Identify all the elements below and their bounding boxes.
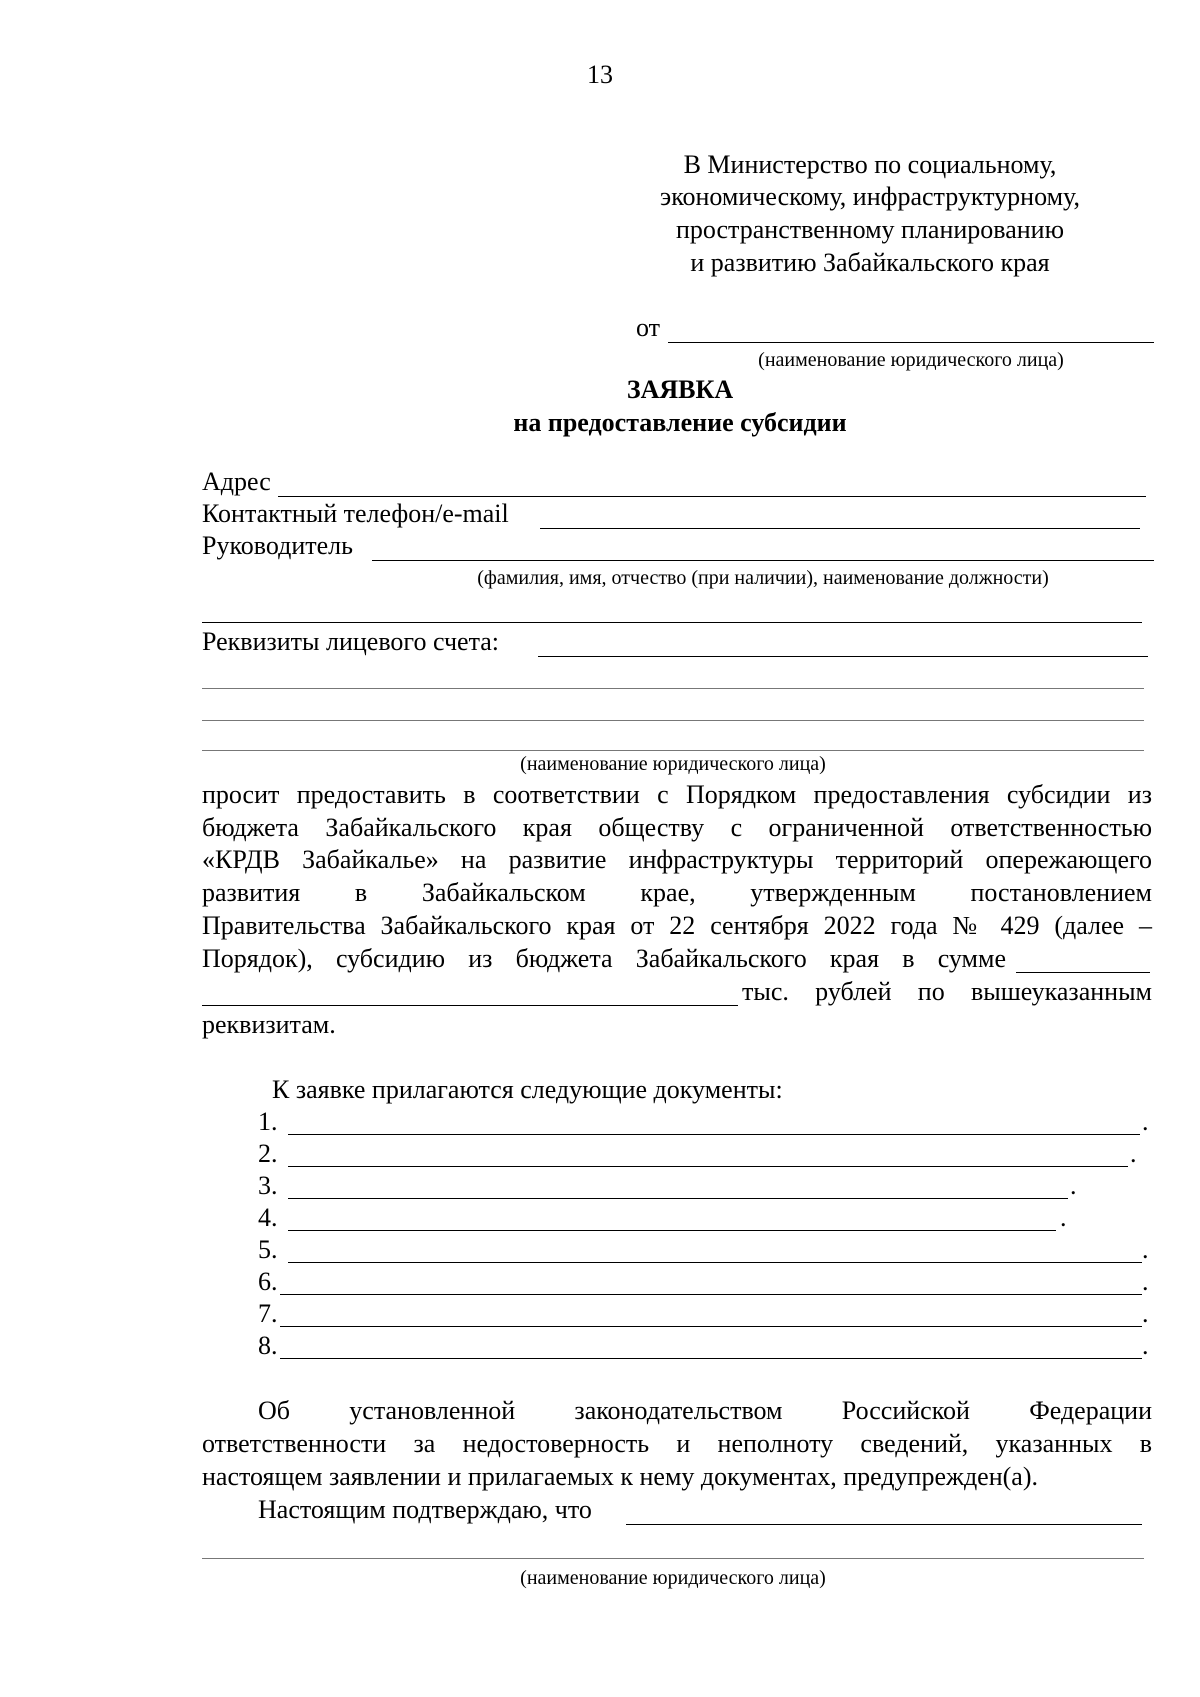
request-line-5: Правительства Забайкальского края от 22 сентября 2022 года № 429 (далее – [202,911,1152,940]
attachment-end-3: . [1070,1171,1077,1200]
request-line-4: развития в Забайкальском крае, утвержденным постановлением [202,878,1152,907]
document-subtitle: на предоставление субсидии [513,408,847,437]
attachment-field-4[interactable] [288,1230,1056,1231]
attachment-field-3[interactable] [288,1198,1068,1199]
attachment-end-6: . [1142,1267,1149,1296]
confirm-entity-field[interactable] [626,1524,1142,1525]
head-caption: (фамилия, имя, отчество (при наличии), наименование должности) [477,567,1049,589]
addressee-line-3: пространственному планированию [675,215,1065,244]
confirm-entity-field-continuation[interactable] [202,1558,1144,1559]
attachment-field-2[interactable] [288,1166,1128,1167]
attachment-number-4: 4. [258,1203,278,1232]
document-title: ЗАЯВКА [626,375,734,404]
attachment-number-1: 1. [258,1107,278,1136]
attachment-number-8: 8. [258,1331,278,1360]
confirm-label: Настоящим подтверждаю, что [258,1495,592,1524]
responsibility-line-3: настоящем заявлении и прилагаемых к нему документах, предупрежден(а). [202,1462,1038,1491]
address-label: Адрес [202,467,271,496]
attachment-end-7: . [1142,1299,1149,1328]
attachments-intro: К заявке прилагаются следующие документы: [272,1075,783,1104]
from-entity-caption: (наименование юридического лица) [758,349,1064,371]
attachment-end-1: . [1142,1107,1149,1136]
attachment-number-6: 6. [258,1267,278,1296]
from-entity-field[interactable] [668,342,1154,343]
responsibility-line-2: ответственности за недостоверность и неполноту сведений, указанных в [202,1429,1152,1458]
head-field[interactable] [372,560,1154,561]
entity-caption: (наименование юридического лица) [520,753,826,775]
phone-email-field[interactable] [540,528,1140,529]
request-line-6: Порядок), субсидию из бюджета Забайкальского края в сумме [202,944,1006,973]
from-label: от [636,313,661,342]
account-field-line-2[interactable] [202,688,1144,689]
amount-field[interactable] [1016,972,1150,973]
page-number: 13 [587,60,613,89]
addressee-line-2: экономическому, инфраструктурному, [660,182,1080,211]
head-label: Руководитель [202,531,353,560]
attachment-end-2: . [1130,1139,1137,1168]
attachment-number-3: 3. [258,1171,278,1200]
request-line-8: реквизитам. [202,1010,336,1039]
attachment-number-7: 7. [258,1299,278,1328]
attachment-end-4: . [1060,1203,1067,1232]
attachment-field-6[interactable] [280,1294,1142,1295]
attachment-field-8[interactable] [280,1358,1142,1359]
request-line-7: тыс. рублей по вышеуказанным [742,977,1152,1006]
attachment-number-5: 5. [258,1235,278,1264]
account-label: Реквизиты лицевого счета: [202,627,500,656]
confirm-entity-caption: (наименование юридического лица) [520,1567,826,1589]
attachment-field-1[interactable] [288,1134,1140,1135]
addressee-line-1: В Министерство по социальному, [683,150,1057,179]
account-field-line-3[interactable] [202,720,1144,721]
head-field-continuation[interactable] [202,622,1142,623]
request-line-2: бюджета Забайкальского края обществу с ограниченной ответственностью [202,813,1152,842]
attachment-field-7[interactable] [280,1326,1142,1327]
amount-field-continuation[interactable] [202,1005,738,1006]
account-field[interactable] [538,656,1148,657]
phone-label: Контактный телефон/e-mail [202,499,509,528]
request-line-3: «КРДВ Забайкалье» на развитие инфраструктуры территорий опережающего [202,845,1152,874]
attachment-end-8: . [1142,1331,1149,1360]
account-field-line-4[interactable] [202,750,1144,751]
addressee-line-4: и развитию Забайкальского края [690,248,1050,277]
request-line-1: просит предоставить в соответствии с Порядком предоставления субсидии из [202,780,1152,809]
attachment-field-5[interactable] [288,1262,1142,1263]
attachment-number-2: 2. [258,1139,278,1168]
attachment-end-5: . [1142,1235,1149,1264]
responsibility-line-1: Об установленной законодательством Российской Федерации [258,1396,1152,1425]
